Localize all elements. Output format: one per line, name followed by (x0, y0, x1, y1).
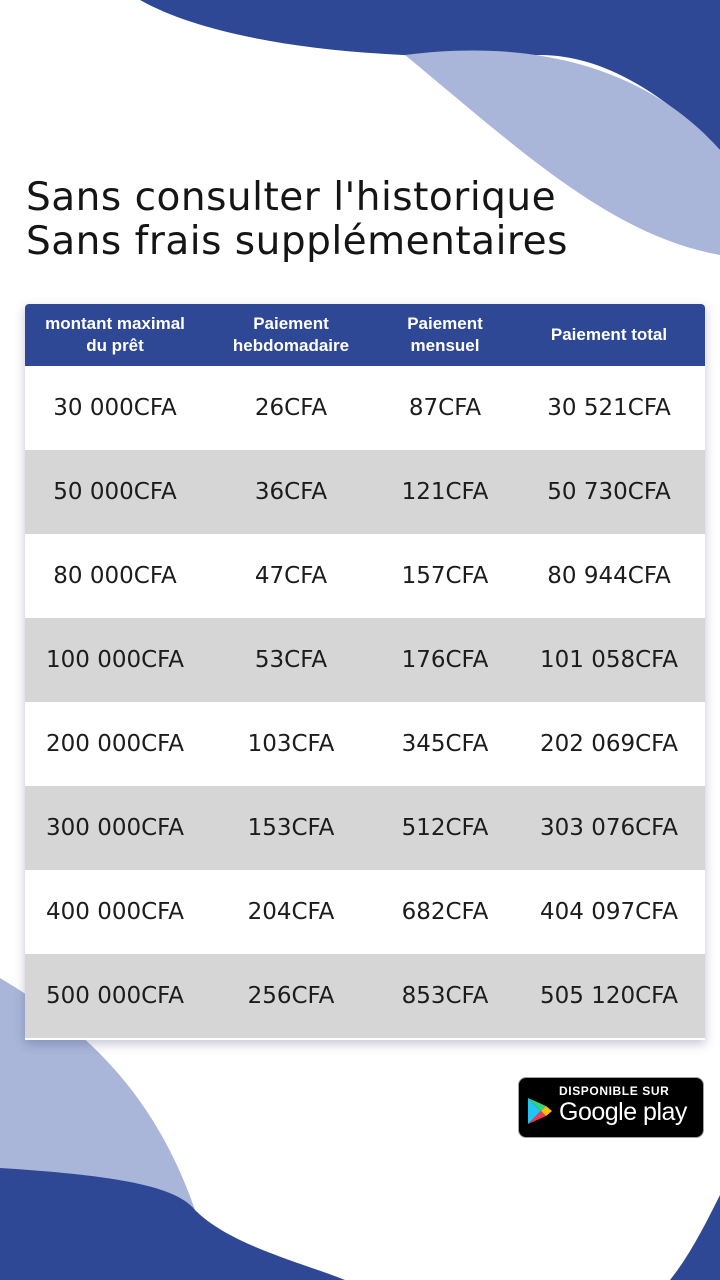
cell-total-payment: 505 120CFA (539, 983, 679, 1009)
header-monthly-payment: Paiement mensuel (407, 314, 483, 355)
table-row (25, 786, 705, 870)
cell-total-payment: 80 944CFA (547, 563, 671, 589)
table-body (25, 366, 705, 1038)
headline-line-1: Sans consulter l'historique (26, 175, 557, 220)
cell-monthly-payment: 157CFA (401, 563, 489, 589)
header-max-amount: montant maximal du prêt (45, 314, 185, 355)
table-row (25, 870, 705, 954)
cell-weekly-payment: 53CFA (254, 647, 328, 673)
bottom-right-dark-shape (670, 1195, 720, 1280)
cell-total-payment: 303 076CFA (539, 815, 679, 841)
cell-monthly-payment: 512CFA (401, 815, 489, 841)
badge-main-text: Google play (559, 1098, 687, 1126)
table-row (25, 534, 705, 618)
cell-max-amount: 300 000CFA (45, 815, 185, 841)
cell-max-amount: 200 000CFA (45, 731, 185, 757)
headline (26, 176, 568, 264)
header-total-payment: Paiement total (550, 325, 668, 344)
cell-monthly-payment: 345CFA (401, 731, 489, 757)
cell-monthly-payment: 176CFA (401, 647, 489, 673)
table-row (25, 366, 705, 450)
cell-monthly-payment: 682CFA (401, 899, 489, 925)
cell-monthly-payment: 87CFA (408, 395, 482, 421)
cell-weekly-payment: 26CFA (254, 395, 328, 421)
cell-max-amount: 80 000CFA (53, 563, 177, 589)
cell-total-payment: 50 730CFA (547, 479, 671, 505)
table-row (25, 450, 705, 534)
table-row (25, 702, 705, 786)
cell-weekly-payment: 153CFA (247, 815, 335, 841)
cell-monthly-payment: 121CFA (401, 479, 489, 505)
loan-table (25, 304, 705, 1040)
cell-weekly-payment: 47CFA (254, 563, 328, 589)
table-row (25, 954, 705, 1038)
table-header (25, 304, 705, 366)
cell-total-payment: 404 097CFA (539, 899, 679, 925)
cell-total-payment: 202 069CFA (539, 731, 679, 757)
google-play-icon (525, 1096, 555, 1126)
cell-total-payment: 101 058CFA (539, 647, 679, 673)
cell-max-amount: 500 000CFA (45, 983, 185, 1009)
headline-line-2: Sans frais supplémentaires (26, 219, 568, 264)
badge-top-text: DISPONIBLE SUR (559, 1084, 670, 1098)
cell-total-payment: 30 521CFA (547, 395, 671, 421)
table-row (25, 618, 705, 702)
cell-max-amount: 100 000CFA (45, 647, 185, 673)
cell-weekly-payment: 256CFA (247, 983, 335, 1009)
cell-max-amount: 30 000CFA (53, 395, 177, 421)
cell-weekly-payment: 36CFA (254, 479, 328, 505)
header-weekly-payment: Paiement hebdomadaire (232, 314, 350, 355)
cell-weekly-payment: 103CFA (247, 731, 335, 757)
cell-weekly-payment: 204CFA (247, 899, 335, 925)
cell-max-amount: 400 000CFA (45, 899, 185, 925)
google-play-badge[interactable] (518, 1077, 704, 1138)
cell-monthly-payment: 853CFA (401, 983, 489, 1009)
cell-max-amount: 50 000CFA (53, 479, 177, 505)
